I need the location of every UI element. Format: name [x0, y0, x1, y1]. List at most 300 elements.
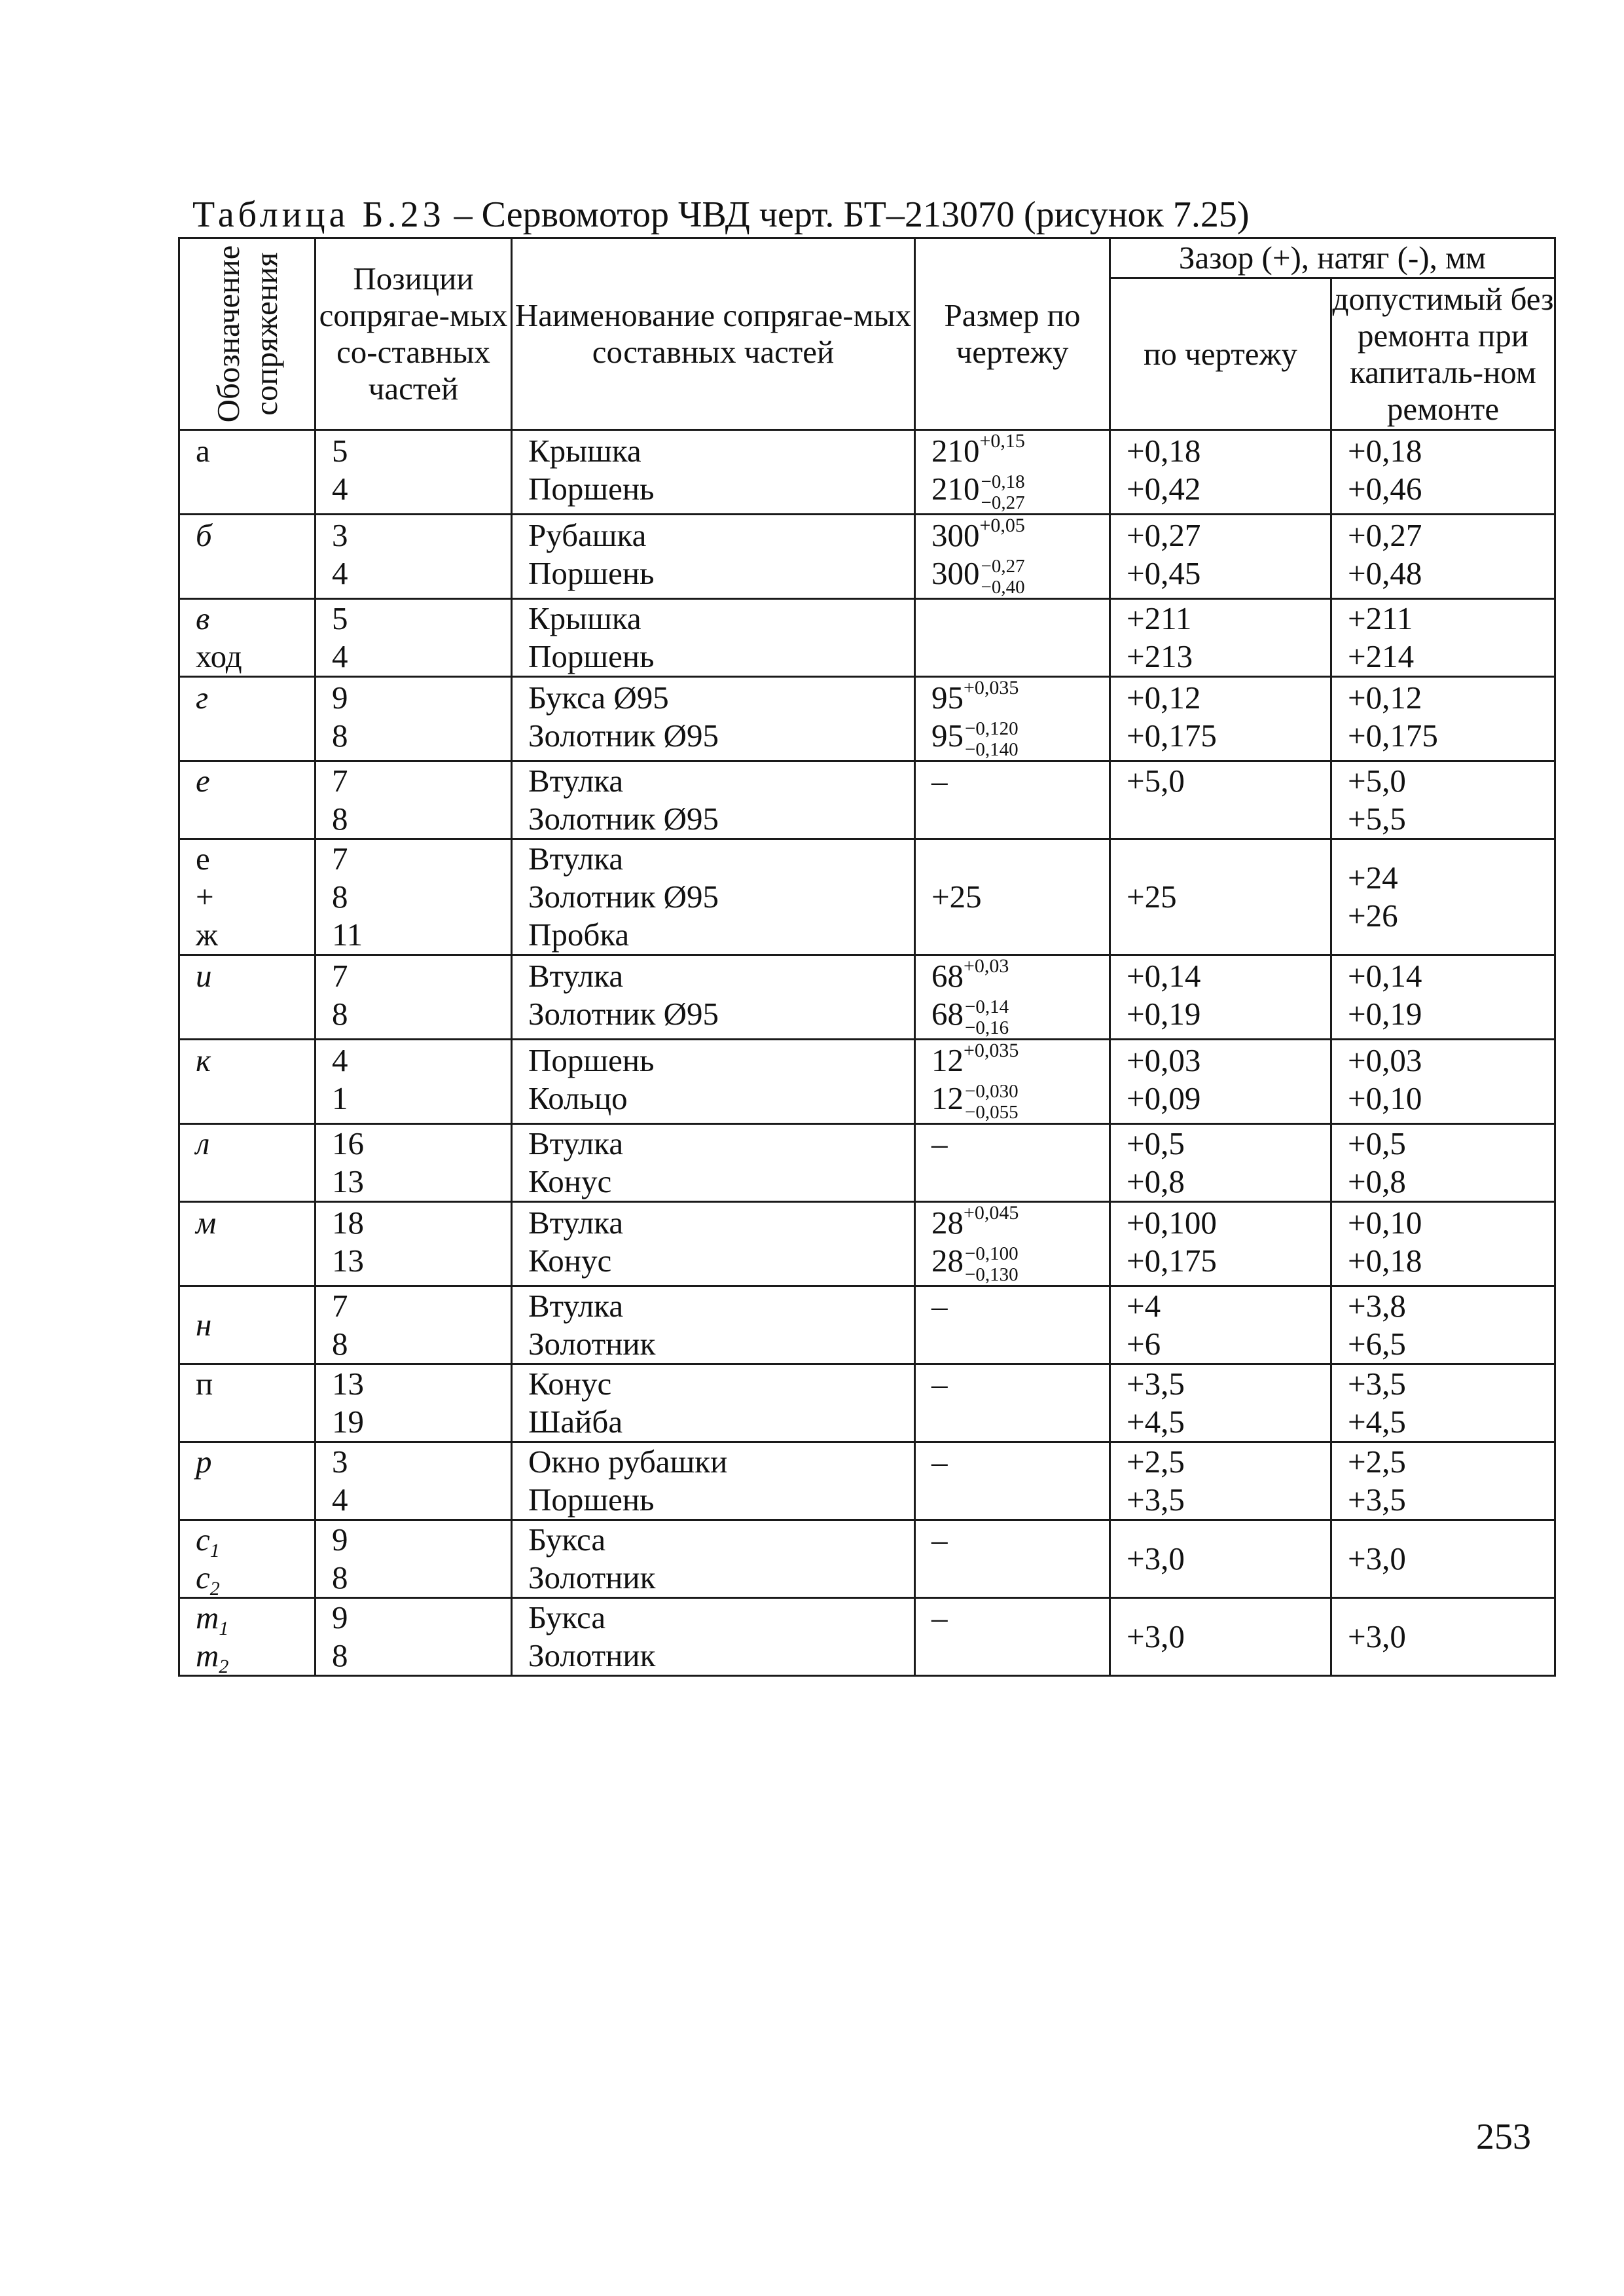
- cell-text: +5,5: [1348, 801, 1406, 837]
- cell-text: –: [931, 1599, 948, 1635]
- size-hole: [931, 1204, 1109, 1242]
- table-cell: [512, 1286, 915, 1364]
- cell-text: −0,27: [981, 555, 1025, 577]
- cell-text: +0,175: [1127, 1243, 1217, 1279]
- cell-text: +0,03: [1348, 1042, 1422, 1078]
- header-gap-drawing: по чертежу: [1110, 278, 1331, 430]
- cell-text: +0,5: [1348, 1125, 1406, 1161]
- cell-text: 7: [332, 1288, 348, 1324]
- table-cell: [316, 1040, 512, 1124]
- cell-text: Золотник: [528, 1637, 656, 1673]
- table-cell: [179, 677, 316, 761]
- cell-text: –: [931, 1522, 948, 1558]
- cell-text: 300: [931, 517, 980, 553]
- cell-line: [196, 1599, 314, 1637]
- cell-text: –: [931, 1366, 948, 1402]
- cell-text: 1: [209, 1540, 220, 1561]
- size-hole: [931, 957, 1109, 995]
- cell-text: Крышка: [528, 433, 641, 469]
- table-cell: [316, 955, 512, 1040]
- cell-text: –: [931, 1288, 948, 1324]
- cell-text: +6: [1127, 1326, 1161, 1362]
- table-cell: [179, 955, 316, 1040]
- size-hole: [931, 432, 1109, 470]
- table-cell: [179, 839, 316, 955]
- cell-text: е: [196, 841, 210, 877]
- header-designation: Обозначение сопряжения: [179, 238, 316, 430]
- table-cell: [512, 515, 915, 599]
- cell-text: 8: [332, 718, 348, 754]
- table-cell: [1110, 1040, 1331, 1124]
- table-cell: [1331, 955, 1555, 1040]
- cell-text: 68: [931, 958, 964, 994]
- cell-text: 9: [332, 1599, 348, 1635]
- table-cell: [316, 1202, 512, 1286]
- table-cell: [1110, 1442, 1331, 1520]
- cell-text: 5: [332, 433, 348, 469]
- cell-text: 4: [332, 638, 348, 674]
- header-name: Наименование сопрягае-мых составных частей: [512, 238, 915, 430]
- cell-text: 16: [332, 1125, 364, 1161]
- cell-line: [196, 1637, 314, 1675]
- size-shaft: [931, 555, 1109, 598]
- table-cell: [915, 1286, 1110, 1364]
- table-cell: [1331, 1286, 1555, 1364]
- table-row: [179, 839, 1555, 955]
- table-row: [179, 599, 1555, 677]
- cell-text: +0,045: [964, 1202, 1019, 1224]
- table-cell: [1110, 1202, 1331, 1286]
- cell-text: +5,0: [1348, 763, 1406, 799]
- cell-text: +213: [1127, 638, 1193, 674]
- cell-text: +2,5: [1348, 1444, 1406, 1480]
- cell-text: Втулка: [528, 841, 624, 877]
- cell-text: −0,14: [965, 996, 1009, 1017]
- table-cell: [512, 1364, 915, 1442]
- cell-text: Конус: [528, 1366, 612, 1402]
- cell-text: 18: [332, 1205, 364, 1241]
- cell-text: Золотник Ø95: [528, 718, 719, 754]
- table-cell: [179, 1124, 316, 1202]
- cell-text: +0,27: [1127, 517, 1201, 553]
- cell-line: [965, 718, 1019, 760]
- table-cell: [1331, 677, 1555, 761]
- table-cell: [1331, 1364, 1555, 1442]
- cell-text: и: [196, 958, 212, 994]
- table-row: [179, 1364, 1555, 1442]
- table-cell: [512, 1040, 915, 1124]
- cell-text: Поршень: [528, 638, 655, 674]
- header-size: Размер по чертежу: [915, 238, 1110, 430]
- cell-text: Поршень: [528, 555, 655, 591]
- cell-text: Кольцо: [528, 1080, 628, 1116]
- cell-text: +6,5: [1348, 1326, 1406, 1362]
- table-cell: [316, 1286, 512, 1364]
- table-cell: [915, 761, 1110, 839]
- cell-text: +0,18: [1348, 433, 1422, 469]
- cell-text: +0,46: [1348, 471, 1422, 507]
- cell-text: +26: [1348, 898, 1398, 934]
- table-row: [179, 1040, 1555, 1124]
- cell-text: 13: [332, 1243, 364, 1279]
- header-gap-group: Зазор (+), натяг (-), мм: [1110, 238, 1555, 278]
- table-row: [179, 1520, 1555, 1598]
- cell-text: Конус: [528, 1163, 612, 1199]
- cell-text: 8: [332, 1559, 348, 1595]
- table-cell: [1110, 1286, 1331, 1364]
- table-cell: [316, 599, 512, 677]
- table-cell: [915, 430, 1110, 515]
- table-cell: [1110, 599, 1331, 677]
- table-cell: [915, 1364, 1110, 1442]
- cell-text: м: [196, 1205, 217, 1241]
- cell-text: 95: [931, 680, 964, 716]
- cell-text: 9: [332, 680, 348, 716]
- size-shaft: [931, 995, 1109, 1038]
- table-row: [179, 430, 1555, 515]
- cell-text: г: [196, 680, 209, 716]
- cell-text: 8: [332, 801, 348, 837]
- table-cell: [1110, 430, 1331, 515]
- cell-text: −0,100: [965, 1243, 1019, 1264]
- table-cell: [1331, 1442, 1555, 1520]
- cell-text: Втулка: [528, 1205, 624, 1241]
- cell-text: −0,130: [965, 1264, 1019, 1285]
- cell-text: +211: [1348, 600, 1413, 636]
- cell-text: +: [196, 879, 214, 915]
- cell-text: 95: [931, 718, 964, 754]
- mates-table: [178, 237, 1556, 1677]
- cell-text: +0,05: [979, 515, 1025, 536]
- table-row: [179, 677, 1555, 761]
- cell-text: 3: [332, 517, 348, 553]
- cell-text: +0,09: [1127, 1080, 1201, 1116]
- table-cell: [1331, 761, 1555, 839]
- cell-text: Шайба: [528, 1404, 623, 1440]
- cell-text: 8: [332, 996, 348, 1032]
- table-cell: [512, 599, 915, 677]
- cell-text: +0,10: [1348, 1080, 1422, 1116]
- table-cell: [915, 839, 1110, 955]
- table-cell: [915, 515, 1110, 599]
- cell-text: 8: [332, 879, 348, 915]
- cell-text: +0,45: [1127, 555, 1201, 591]
- table-cell: [1331, 1124, 1555, 1202]
- cell-text: б: [196, 517, 212, 553]
- table-cell: [1331, 1040, 1555, 1124]
- table-cell: [316, 677, 512, 761]
- cell-text: +5,0: [1127, 763, 1185, 799]
- cell-text: Золотник Ø95: [528, 996, 719, 1032]
- cell-text: −0,055: [965, 1101, 1019, 1123]
- size-shaft: [931, 717, 1109, 760]
- cell-text: 12: [931, 1042, 964, 1078]
- table-cell: [1110, 761, 1331, 839]
- table-cell: [1110, 515, 1331, 599]
- table-row: [179, 1124, 1555, 1202]
- cell-line: [965, 996, 1009, 1038]
- cell-text: 1: [219, 1618, 229, 1639]
- table-cell: [316, 515, 512, 599]
- cell-text: +0,14: [1348, 958, 1422, 994]
- table-cell: [512, 1124, 915, 1202]
- cell-text: 3: [332, 1444, 348, 1480]
- cell-text: +4,5: [1127, 1404, 1185, 1440]
- table-row: [179, 1442, 1555, 1520]
- table-cell: [179, 430, 316, 515]
- cell-text: Втулка: [528, 1125, 624, 1161]
- cell-text: Золотник: [528, 1559, 656, 1595]
- table-cell: [512, 761, 915, 839]
- cell-text: Крышка: [528, 600, 641, 636]
- table-cell: [179, 1364, 316, 1442]
- cell-text: 11: [332, 917, 363, 953]
- cell-text: –: [931, 1444, 948, 1480]
- cell-text: +25: [1127, 879, 1177, 915]
- cell-text: 4: [332, 555, 348, 591]
- cell-text: +2,5: [1127, 1444, 1185, 1480]
- cell-text: +0,5: [1127, 1125, 1185, 1161]
- cell-text: +0,10: [1348, 1205, 1422, 1241]
- cell-text: Золотник: [528, 1326, 656, 1362]
- cell-text: −0,40: [981, 576, 1025, 598]
- table-row: [179, 1202, 1555, 1286]
- cell-text: Втулка: [528, 763, 624, 799]
- cell-text: +0,12: [1127, 680, 1201, 716]
- table-cell: [915, 677, 1110, 761]
- cell-text: 13: [332, 1366, 364, 1402]
- table-cell: [1110, 1520, 1331, 1598]
- cell-line: [196, 1559, 314, 1597]
- cell-text: 12: [931, 1080, 964, 1116]
- table-cell: [316, 839, 512, 955]
- cell-text: +0,175: [1127, 718, 1217, 754]
- cell-text: Втулка: [528, 1288, 624, 1324]
- cell-text: Поршень: [528, 1482, 655, 1518]
- size-shaft: [931, 1080, 1109, 1123]
- cell-text: +0,15: [979, 430, 1025, 452]
- table-row: [179, 1286, 1555, 1364]
- cell-text: +0,035: [964, 1040, 1019, 1061]
- table-caption-label: Таблица Б.23: [192, 194, 445, 235]
- cell-text: +0,8: [1127, 1163, 1185, 1199]
- cell-text: с: [196, 1522, 210, 1558]
- table-cell: [179, 1286, 316, 1364]
- size-shaft: [931, 470, 1109, 513]
- cell-line: [965, 1081, 1019, 1123]
- table-cell: [512, 1520, 915, 1598]
- cell-text: 8: [332, 1637, 348, 1673]
- table-cell: [316, 1364, 512, 1442]
- cell-text: +0,8: [1348, 1163, 1406, 1199]
- table-cell: [512, 955, 915, 1040]
- table-cell: [915, 1202, 1110, 1286]
- cell-text: +0,175: [1348, 718, 1438, 754]
- cell-text: 13: [332, 1163, 364, 1199]
- table-cell: [1331, 839, 1555, 955]
- cell-text: 4: [332, 1482, 348, 1518]
- cell-text: 28: [931, 1205, 964, 1241]
- cell-text: 1: [332, 1080, 348, 1116]
- cell-text: +0,14: [1127, 958, 1201, 994]
- cell-text: Поршень: [528, 1042, 655, 1078]
- cell-text: 2: [209, 1578, 220, 1599]
- cell-text: +3,0: [1127, 1540, 1185, 1576]
- cell-text: 210: [931, 471, 980, 507]
- cell-text: 4: [332, 471, 348, 507]
- table-cell: [915, 599, 1110, 677]
- table-cell: [915, 1442, 1110, 1520]
- cell-text: Золотник Ø95: [528, 801, 719, 837]
- cell-text: −0,140: [965, 738, 1019, 760]
- cell-text: Пробка: [528, 917, 630, 953]
- cell-line: [965, 1243, 1019, 1285]
- cell-text: +3,0: [1348, 1540, 1406, 1576]
- cell-text: 210: [931, 433, 980, 469]
- cell-text: +3,8: [1348, 1288, 1406, 1324]
- cell-text: −0,120: [965, 718, 1019, 739]
- cell-text: к: [196, 1042, 211, 1078]
- cell-text: +0,03: [1127, 1042, 1201, 1078]
- cell-text: +3,5: [1348, 1366, 1406, 1402]
- table-cell: [179, 515, 316, 599]
- cell-text: Рубашка: [528, 517, 647, 553]
- cell-text: +0,03: [964, 955, 1009, 977]
- cell-text: с: [196, 1559, 210, 1595]
- cell-text: +0,19: [1127, 996, 1201, 1032]
- cell-text: в: [196, 600, 210, 636]
- cell-text: −0,18: [981, 471, 1025, 492]
- cell-text: +0,27: [1348, 517, 1422, 553]
- cell-text: Конус: [528, 1243, 612, 1279]
- cell-text: 7: [332, 763, 348, 799]
- cell-text: ход: [196, 638, 242, 674]
- cell-text: +0,100: [1127, 1205, 1217, 1241]
- size-hole: [931, 1042, 1109, 1080]
- cell-text: +3,0: [1348, 1618, 1406, 1654]
- size-hole: [931, 679, 1109, 717]
- cell-text: Букса: [528, 1599, 606, 1635]
- table-caption: [192, 191, 1250, 238]
- table-cell: [1331, 599, 1555, 677]
- cell-text: +0,18: [1127, 433, 1201, 469]
- cell-text: т: [196, 1637, 219, 1673]
- table-cell: [1110, 1124, 1331, 1202]
- cell-text: 7: [332, 841, 348, 877]
- table-cell: [179, 599, 316, 677]
- table-cell: [1110, 1364, 1331, 1442]
- table-cell: [1331, 1202, 1555, 1286]
- table-cell: [915, 1598, 1110, 1676]
- cell-text: р: [196, 1444, 212, 1480]
- table-cell: [915, 1520, 1110, 1598]
- table-cell: [179, 761, 316, 839]
- cell-text: +0,18: [1348, 1243, 1422, 1279]
- cell-text: Букса Ø95: [528, 680, 669, 716]
- cell-text: 68: [931, 996, 964, 1032]
- header-gap-allowed: допустимый без ремонта при капиталь-ном ремонте: [1331, 278, 1555, 430]
- table-cell: [915, 1040, 1110, 1124]
- table-cell: [915, 955, 1110, 1040]
- cell-text: +3,5: [1127, 1482, 1185, 1518]
- table-row: [179, 1598, 1555, 1676]
- cell-text: +24: [1348, 860, 1398, 896]
- cell-text: +0,19: [1348, 996, 1422, 1032]
- table-cell: [1110, 955, 1331, 1040]
- table-cell: [316, 1442, 512, 1520]
- cell-text: +0,12: [1348, 680, 1422, 716]
- size-hole: [931, 517, 1109, 555]
- table-caption-title: – Сервомотор ЧВД черт. БТ–213070 (рисунок 7.25): [444, 194, 1250, 235]
- table-cell: [512, 839, 915, 955]
- table-cell: [915, 1124, 1110, 1202]
- cell-text: ж: [196, 917, 218, 953]
- cell-text: л: [196, 1125, 210, 1161]
- cell-text: +4: [1127, 1288, 1161, 1324]
- table-cell: [316, 761, 512, 839]
- table-cell: [316, 1598, 512, 1676]
- table-cell: [1331, 1520, 1555, 1598]
- cell-text: 4: [332, 1042, 348, 1078]
- cell-text: а: [196, 433, 210, 469]
- table-cell: [1110, 677, 1331, 761]
- page-number: 253: [1476, 2117, 1531, 2157]
- cell-text: 28: [931, 1243, 964, 1279]
- cell-text: Букса: [528, 1522, 606, 1558]
- cell-text: т: [196, 1599, 219, 1635]
- header-positions: Позиции сопрягае-мых со-ставных частей: [316, 238, 512, 430]
- table-row: [179, 761, 1555, 839]
- cell-text: +3,5: [1348, 1482, 1406, 1518]
- cell-line: [981, 556, 1025, 598]
- cell-text: Поршень: [528, 471, 655, 507]
- cell-text: +25: [931, 879, 982, 915]
- cell-text: +0,035: [964, 677, 1019, 699]
- table-cell: [1331, 515, 1555, 599]
- table-cell: [512, 677, 915, 761]
- cell-text: +214: [1348, 638, 1415, 674]
- cell-text: +0,48: [1348, 555, 1422, 591]
- cell-text: +3,5: [1127, 1366, 1185, 1402]
- table-cell: [512, 430, 915, 515]
- table-cell: [316, 1520, 512, 1598]
- cell-text: −0,16: [965, 1017, 1009, 1038]
- table-cell: [512, 1442, 915, 1520]
- cell-text: 8: [332, 1326, 348, 1362]
- cell-text: +3,0: [1127, 1618, 1185, 1654]
- size-shaft: [931, 1242, 1109, 1285]
- table-cell: [1331, 430, 1555, 515]
- table-cell: [316, 1124, 512, 1202]
- cell-text: п: [196, 1366, 213, 1402]
- cell-text: −0,030: [965, 1080, 1019, 1102]
- cell-text: 2: [219, 1656, 229, 1677]
- cell-text: 9: [332, 1522, 348, 1558]
- cell-text: Золотник Ø95: [528, 879, 719, 915]
- table-cell: [179, 1202, 316, 1286]
- cell-text: е: [196, 763, 210, 799]
- table-row: [179, 955, 1555, 1040]
- cell-text: Окно рубашки: [528, 1444, 728, 1480]
- table-cell: [316, 430, 512, 515]
- cell-text: +4,5: [1348, 1404, 1406, 1440]
- cell-text: 5: [332, 600, 348, 636]
- cell-text: –: [931, 763, 948, 799]
- table-cell: [179, 1598, 316, 1676]
- table-cell: [1110, 839, 1331, 955]
- table-cell: [512, 1202, 915, 1286]
- cell-text: –: [931, 1125, 948, 1161]
